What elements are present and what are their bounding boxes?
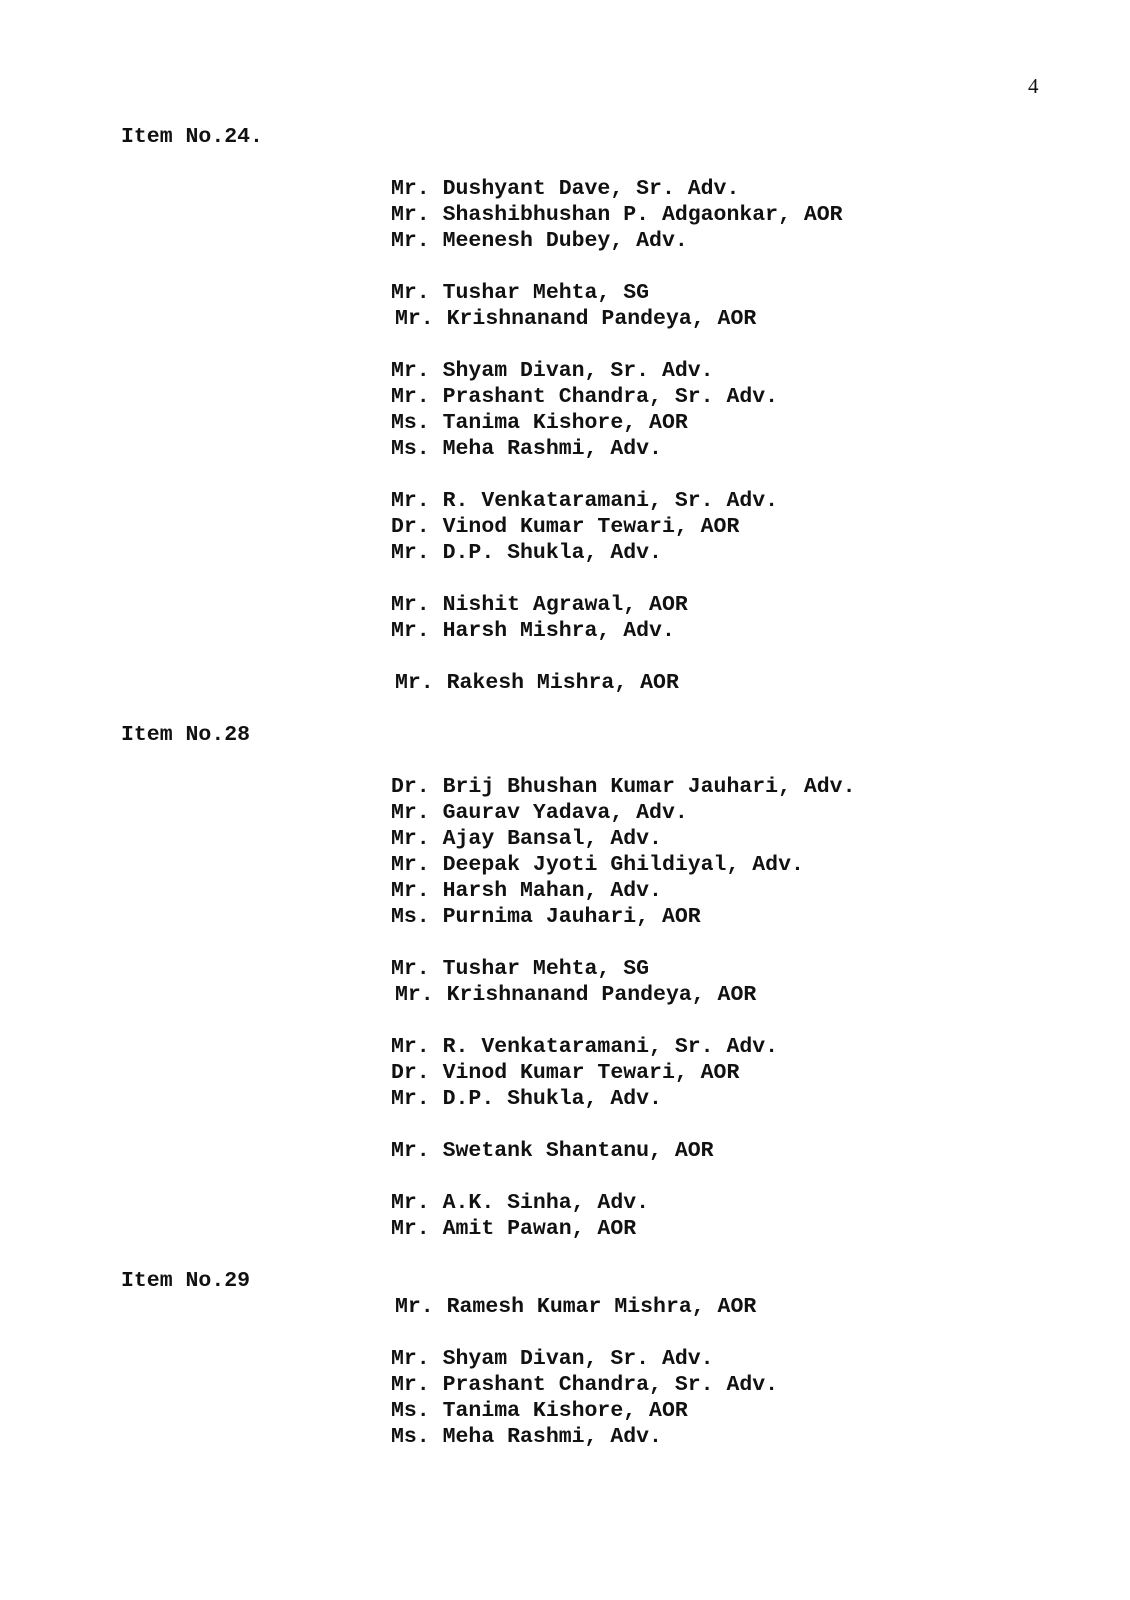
counsel-list [391,150,1130,722]
counsel-line: Mr. Tushar Mehta, SG [391,281,650,305]
counsel-line: Mr. Rakesh Mishra, AOR [395,671,679,695]
counsel-line: Mr. Krishnanand Pandeya, AOR [395,307,757,331]
counsel-group [391,956,1130,1008]
counsel-group [391,592,1130,644]
counsel-group [391,176,1130,254]
counsel-group [391,1190,1130,1242]
counsel-group [391,1294,1130,1320]
counsel-line: Dr. Brij Bhushan Kumar Jauhari, Adv. [391,775,856,799]
appearance-list [0,124,1130,1476]
counsel-group [391,280,1130,332]
counsel-line: Mr. Amit Pawan, AOR [391,1217,637,1241]
counsel-line: Ms. Purnima Jauhari, AOR [391,905,701,929]
counsel-group [391,670,1130,696]
counsel-line: Mr. Shyam Divan, Sr. Adv. [391,359,714,383]
counsel-line: Mr. R. Venkataramani, Sr. Adv. [391,489,779,513]
counsel-line: Mr. Prashant Chandra, Sr. Adv. [391,1373,779,1397]
item-28 [0,722,1130,1268]
counsel-line: Mr. Tushar Mehta, SG [391,957,650,981]
counsel-list [391,1294,1130,1476]
item-24 [0,124,1130,722]
counsel-line: Mr. Ajay Bansal, Adv. [391,827,662,851]
counsel-line: Mr. Deepak Jyoti Ghildiyal, Adv. [391,853,804,877]
counsel-line: Mr. Swetank Shantanu, AOR [391,1139,714,1163]
counsel-line: Mr. D.P. Shukla, Adv. [391,1087,662,1111]
item-29 [0,1268,1130,1476]
counsel-line: Mr. R. Venkataramani, Sr. Adv. [391,1035,779,1059]
counsel-line: Mr. Krishnanand Pandeya, AOR [395,983,757,1007]
counsel-line: Ms. Tanima Kishore, AOR [391,1399,688,1423]
item-heading: Item No.29 [121,1269,251,1293]
counsel-group [391,1346,1130,1450]
item-heading: Item No.24. [121,125,263,149]
counsel-line: Mr. Shashibhushan P. Adgaonkar, AOR [391,203,843,227]
counsel-line: Mr. Gaurav Yadava, Adv. [391,801,688,825]
counsel-line: Mr. Nishit Agrawal, AOR [391,593,688,617]
counsel-line: Mr. Ramesh Kumar Mishra, AOR [395,1295,757,1319]
counsel-line: Mr. Meenesh Dubey, Adv. [391,229,688,253]
counsel-line: Ms. Meha Rashmi, Adv. [391,1425,662,1449]
counsel-line: Mr. D.P. Shukla, Adv. [391,541,662,565]
counsel-line: Mr. Shyam Divan, Sr. Adv. [391,1347,714,1371]
counsel-group [391,488,1130,566]
counsel-group [391,358,1130,462]
counsel-list [391,748,1130,1268]
counsel-line: Mr. Prashant Chandra, Sr. Adv. [391,385,779,409]
item-heading: Item No.28 [121,723,251,747]
counsel-line: Mr. A.K. Sinha, Adv. [391,1191,650,1215]
counsel-line: Ms. Tanima Kishore, AOR [391,411,688,435]
counsel-line: Dr. Vinod Kumar Tewari, AOR [391,1061,740,1085]
counsel-group [391,774,1130,930]
page-number: 4 [1028,74,1039,98]
counsel-line: Mr. Harsh Mahan, Adv. [391,879,662,903]
counsel-line: Mr. Dushyant Dave, Sr. Adv. [391,177,740,201]
counsel-group [391,1034,1130,1112]
counsel-line: Mr. Harsh Mishra, Adv. [391,619,675,643]
counsel-line: Ms. Meha Rashmi, Adv. [391,437,662,461]
counsel-group [391,1138,1130,1164]
counsel-line: Dr. Vinod Kumar Tewari, AOR [391,515,740,539]
